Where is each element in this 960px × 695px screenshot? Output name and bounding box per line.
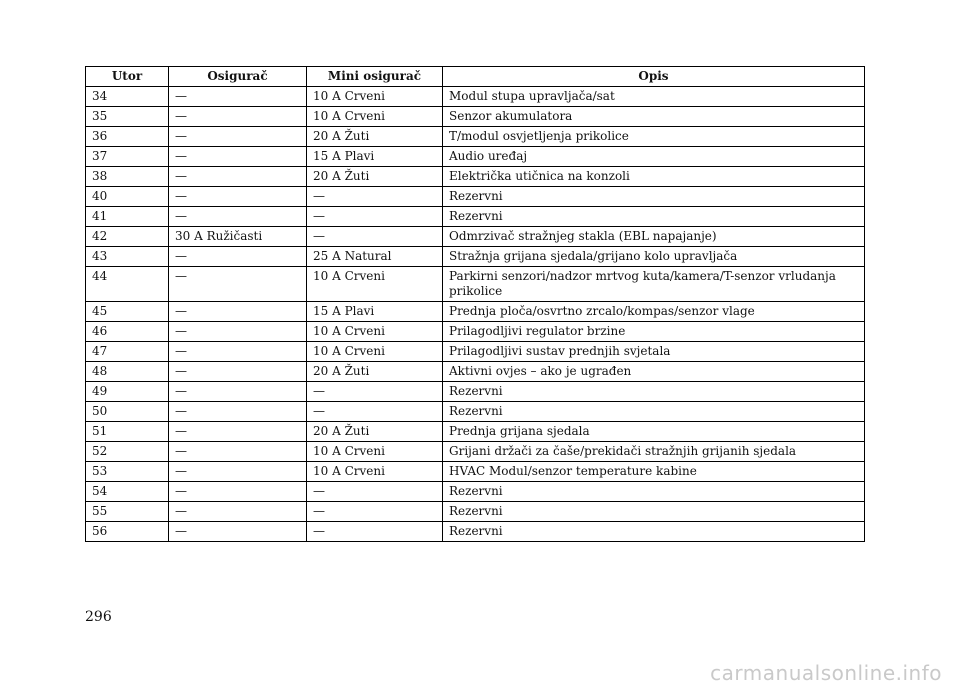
slot-cell: 55 (86, 502, 169, 522)
slot-cell: 56 (86, 522, 169, 542)
table-row (86, 502, 865, 522)
column-header-fuse: Osigurač (169, 67, 307, 87)
table-row (86, 362, 865, 382)
fuse-cell: — (169, 402, 307, 422)
slot-cell: 44 (86, 267, 169, 302)
fuse-cell: — (169, 167, 307, 187)
description-cell: Prednja ploča/osvrtno zrcalo/kompas/senzor vlage (443, 302, 865, 322)
mini-fuse-cell: — (307, 382, 443, 402)
mini-fuse-cell: 20 A Žuti (307, 362, 443, 382)
fuse-cell: — (169, 482, 307, 502)
description-cell: Rezervni (443, 187, 865, 207)
table-row (86, 322, 865, 342)
fuse-cell: — (169, 342, 307, 362)
mini-fuse-cell: 10 A Crveni (307, 87, 443, 107)
table-row (86, 302, 865, 322)
description-cell: Rezervni (443, 502, 865, 522)
description-cell: Prilagodljivi sustav prednjih svjetala (443, 342, 865, 362)
table-body (86, 87, 865, 542)
mini-fuse-cell: — (307, 482, 443, 502)
mini-fuse-cell: 10 A Crveni (307, 342, 443, 362)
fuse-cell: — (169, 267, 307, 302)
table-row (86, 462, 865, 482)
slot-cell: 54 (86, 482, 169, 502)
slot-cell: 46 (86, 322, 169, 342)
mini-fuse-cell: 25 A Natural (307, 247, 443, 267)
description-cell: Prednja grijana sjedala (443, 422, 865, 442)
table-row (86, 482, 865, 502)
description-cell: Grijani držači za čaše/prekidači stražnjih grijanih sjedala (443, 442, 865, 462)
fuse-table (85, 66, 865, 542)
description-cell: T/modul osvjetljenja prikolice (443, 127, 865, 147)
description-cell: Prilagodljivi regulator brzine (443, 322, 865, 342)
mini-fuse-cell: 10 A Crveni (307, 462, 443, 482)
slot-cell: 42 (86, 227, 169, 247)
table-row (86, 267, 865, 302)
description-cell: Rezervni (443, 402, 865, 422)
table-row (86, 147, 865, 167)
page-number: 296 (85, 609, 112, 625)
description-cell: Električka utičnica na konzoli (443, 167, 865, 187)
slot-cell: 51 (86, 422, 169, 442)
description-cell: Aktivni ovjes – ako je ugrađen (443, 362, 865, 382)
column-header-description: Opis (443, 67, 865, 87)
slot-cell: 49 (86, 382, 169, 402)
fuse-cell: — (169, 462, 307, 482)
slot-cell: 43 (86, 247, 169, 267)
table-row (86, 442, 865, 462)
slot-cell: 52 (86, 442, 169, 462)
table-row (86, 87, 865, 107)
watermark: carmanualsonline.info (710, 661, 942, 685)
slot-cell: 34 (86, 87, 169, 107)
table-row (86, 522, 865, 542)
description-cell: Rezervni (443, 482, 865, 502)
description-cell: Odmrzivač stražnjeg stakla (EBL napajanje) (443, 227, 865, 247)
slot-cell: 53 (86, 462, 169, 482)
slot-cell: 36 (86, 127, 169, 147)
description-cell: Rezervni (443, 207, 865, 227)
mini-fuse-cell: 20 A Žuti (307, 127, 443, 147)
table-row (86, 127, 865, 147)
slot-cell: 45 (86, 302, 169, 322)
mini-fuse-cell: 10 A Crveni (307, 322, 443, 342)
fuse-cell: — (169, 187, 307, 207)
mini-fuse-cell: — (307, 187, 443, 207)
fuse-cell: — (169, 502, 307, 522)
table-row (86, 167, 865, 187)
mini-fuse-cell: — (307, 402, 443, 422)
mini-fuse-cell: 15 A Plavi (307, 147, 443, 167)
slot-cell: 47 (86, 342, 169, 362)
description-cell: Rezervni (443, 522, 865, 542)
description-cell: Senzor akumulatora (443, 107, 865, 127)
fuse-cell: — (169, 247, 307, 267)
mini-fuse-cell: 10 A Crveni (307, 107, 443, 127)
slot-cell: 50 (86, 402, 169, 422)
fuse-cell: — (169, 422, 307, 442)
table-row (86, 187, 865, 207)
mini-fuse-cell: 15 A Plavi (307, 302, 443, 322)
fuse-cell: — (169, 522, 307, 542)
table-row (86, 207, 865, 227)
mini-fuse-cell: 10 A Crveni (307, 442, 443, 462)
description-cell: Stražnja grijana sjedala/grijano kolo upravljača (443, 247, 865, 267)
mini-fuse-cell: 20 A Žuti (307, 422, 443, 442)
fuse-cell: — (169, 302, 307, 322)
table-row (86, 382, 865, 402)
fuse-cell: — (169, 87, 307, 107)
description-cell: Parkirni senzori/nadzor mrtvog kuta/kamera/T-senzor vrludanja prikolice (443, 267, 865, 302)
description-cell: Audio uređaj (443, 147, 865, 167)
fuse-cell: — (169, 382, 307, 402)
column-header-mini-fuse: Mini osigurač (307, 67, 443, 87)
fuse-cell: — (169, 442, 307, 462)
description-cell: HVAC Modul/senzor temperature kabine (443, 462, 865, 482)
table-header-row (86, 67, 865, 87)
table-row (86, 422, 865, 442)
fuse-cell: — (169, 322, 307, 342)
fuse-cell: — (169, 362, 307, 382)
fuse-cell: — (169, 207, 307, 227)
description-cell: Modul stupa upravljača/sat (443, 87, 865, 107)
column-header-slot: Utor (86, 67, 169, 87)
slot-cell: 40 (86, 187, 169, 207)
table-row (86, 247, 865, 267)
table-row (86, 227, 865, 247)
slot-cell: 48 (86, 362, 169, 382)
fuse-cell: 30 A Ružičasti (169, 227, 307, 247)
mini-fuse-cell: 10 A Crveni (307, 267, 443, 302)
table-row (86, 342, 865, 362)
slot-cell: 35 (86, 107, 169, 127)
mini-fuse-cell: 20 A Žuti (307, 167, 443, 187)
table-row (86, 402, 865, 422)
mini-fuse-cell: — (307, 502, 443, 522)
slot-cell: 41 (86, 207, 169, 227)
slot-cell: 37 (86, 147, 169, 167)
table-row (86, 107, 865, 127)
fuse-cell: — (169, 107, 307, 127)
mini-fuse-cell: — (307, 207, 443, 227)
fuse-cell: — (169, 147, 307, 167)
mini-fuse-cell: — (307, 522, 443, 542)
mini-fuse-cell: — (307, 227, 443, 247)
description-cell: Rezervni (443, 382, 865, 402)
slot-cell: 38 (86, 167, 169, 187)
fuse-cell: — (169, 127, 307, 147)
